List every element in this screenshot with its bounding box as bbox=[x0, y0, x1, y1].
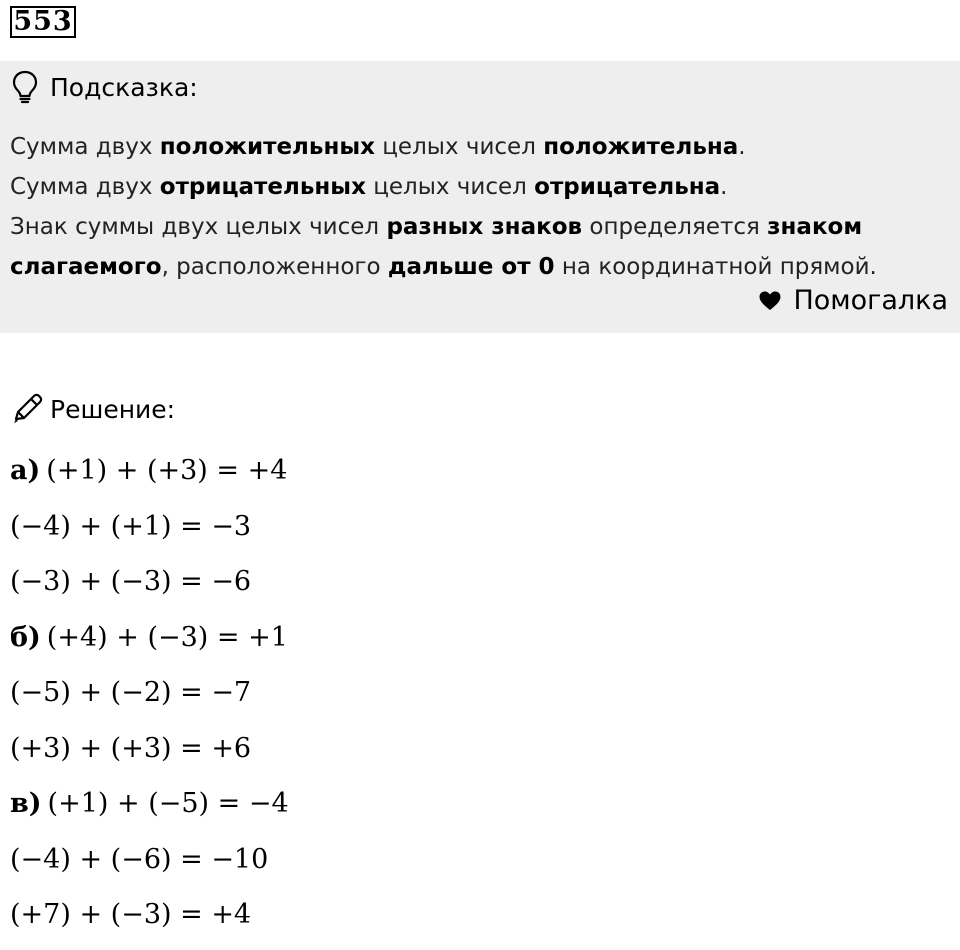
credit-label: Помогалка bbox=[793, 285, 948, 316]
hint-text-segment: Знак суммы двух целых чисел bbox=[10, 214, 387, 240]
solution-line bbox=[10, 499, 289, 555]
solution-line bbox=[10, 887, 289, 943]
part-label: б) bbox=[10, 621, 41, 653]
hint-text-segment: . bbox=[720, 174, 728, 200]
hint-title: Подсказка: bbox=[50, 72, 198, 102]
hint-emphasis: слагаемого bbox=[10, 254, 162, 280]
hint-emphasis: отрицательных bbox=[159, 174, 366, 200]
equation: (−4) + (−6) = −10 bbox=[10, 843, 269, 875]
equation: (+7) + (−3) = +4 bbox=[10, 899, 252, 930]
hint-text-segment: определяется bbox=[582, 214, 768, 240]
solution-line bbox=[10, 776, 289, 832]
hint-text-segment: Сумма двух bbox=[10, 134, 160, 160]
hint-line bbox=[10, 247, 950, 287]
lightbulb-icon bbox=[10, 70, 40, 104]
heart-icon bbox=[759, 291, 781, 311]
hint-emphasis: дальше от 0 bbox=[387, 254, 555, 280]
hint-text-segment: на координатной прямой. bbox=[554, 254, 877, 280]
hint-text bbox=[10, 127, 950, 287]
solution-header bbox=[10, 392, 175, 426]
equation: (+1) + (+3) = +4 bbox=[46, 455, 288, 486]
hint-text-segment: целых чисел bbox=[365, 174, 535, 200]
part-label: в) bbox=[10, 788, 42, 819]
pencil-icon bbox=[10, 392, 44, 426]
credit[interactable] bbox=[759, 285, 948, 316]
solution-line bbox=[10, 610, 289, 666]
hint-text-segment: . bbox=[738, 134, 746, 160]
hint-emphasis: разных знаков bbox=[386, 214, 583, 240]
hint-emphasis: положительных bbox=[159, 134, 375, 160]
hint-header bbox=[10, 69, 198, 105]
hint-line bbox=[10, 127, 950, 167]
solution-line bbox=[10, 665, 289, 721]
hint-emphasis: знаком bbox=[767, 214, 863, 240]
equation: (+3) + (+3) = +6 bbox=[10, 732, 252, 764]
hint-text-segment: , расположенного bbox=[161, 254, 388, 280]
equation: (−4) + (+1) = −3 bbox=[10, 510, 252, 542]
hint-line bbox=[10, 207, 950, 247]
solution-line bbox=[10, 832, 289, 888]
solution-line bbox=[10, 443, 289, 499]
hint-text-segment: Сумма двух bbox=[10, 174, 160, 200]
equation: (−5) + (−2) = −7 bbox=[10, 677, 252, 708]
hint-emphasis: положительна bbox=[543, 134, 739, 160]
hint-box bbox=[0, 61, 960, 333]
solution-list bbox=[10, 443, 289, 943]
solution-line bbox=[10, 721, 289, 777]
solution-line bbox=[10, 554, 289, 610]
hint-text-segment: целых чисел bbox=[374, 134, 544, 160]
hint-emphasis: отрицательна bbox=[534, 174, 721, 200]
part-label: а) bbox=[10, 455, 41, 486]
solution-title: Решение: bbox=[50, 394, 176, 424]
task-number: 553 bbox=[10, 6, 76, 38]
hint-line bbox=[10, 167, 950, 207]
equation: (+1) + (−5) = −4 bbox=[47, 788, 289, 819]
equation: (−3) + (−3) = −6 bbox=[10, 566, 252, 597]
equation: (+4) + (−3) = +1 bbox=[46, 621, 288, 653]
